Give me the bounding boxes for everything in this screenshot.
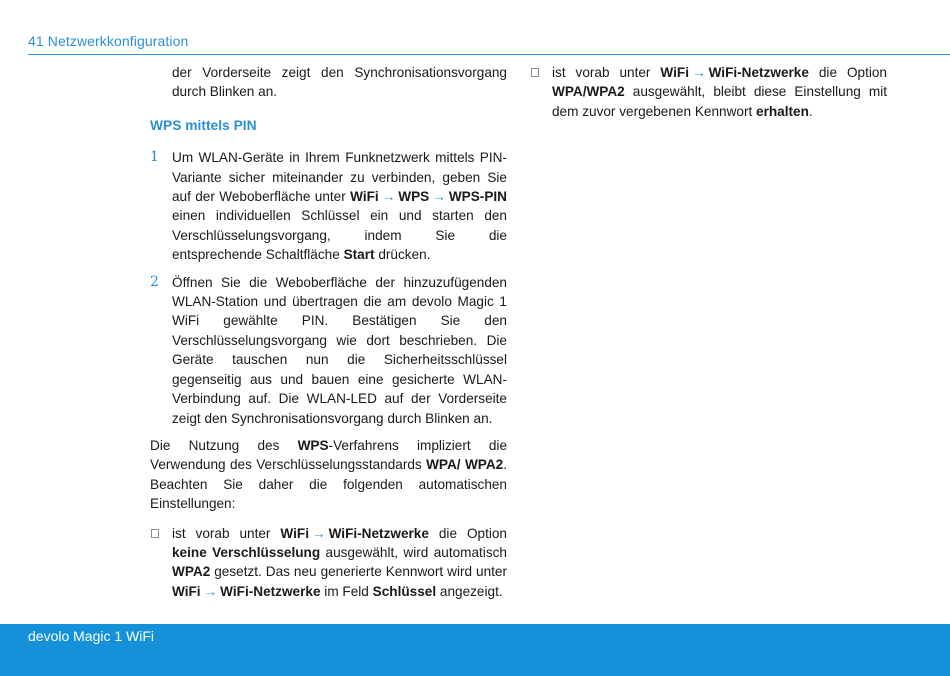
step-2 [150, 273, 507, 428]
step-1 [150, 148, 507, 264]
arrow-right-icon: → [691, 65, 706, 80]
continuation-text: der Vorderseite zeigt den Synchronisationsvorgang durch Blinken an. [172, 65, 507, 100]
arrow-right-icon: → [432, 189, 446, 205]
checkbox-bullet-icon [531, 68, 539, 77]
checkbox-bullet-icon [151, 529, 159, 538]
page-footer [0, 624, 950, 676]
arrow-right-icon: → [381, 189, 396, 205]
arrow-right-icon: → [311, 525, 326, 541]
step-text: Um WLAN-Geräte in Ihrem Funknetzwerk mittels PIN-Variante sicher miteinander zu verbinden, geben Sie auf der Weboberfläche unter WiFi → WPS → WPS-PIN einen individuellen Schlüssel ein und starten den Verschlüsselungsvorgang, indem Sie die entsprechende Schaltfläche Start drücken. [172, 150, 507, 263]
page-header [28, 32, 950, 55]
section-heading: WPS mittels PIN [150, 117, 257, 133]
bullet-item-1 [150, 524, 507, 602]
step-number: 1 [150, 149, 159, 166]
left-column [150, 63, 507, 609]
step-number: 2 [150, 273, 159, 290]
bullet-text: ist vorab unter WiFi → WiFi-Netzwerke die Option WPA/WPA2 ausgewählt, bleibt diese Einstellung mit dem zuvor vergebenen Kennwort erhalten. [552, 65, 887, 119]
footer-title: devolo Magic 1 WiFi [28, 628, 155, 644]
header-title: 41 Netzwerkkonfiguration [28, 33, 189, 49]
body-paragraph: Die Nutzung des WPS-Verfahrens impliziert die Verwendung des Verschlüsselungsstandards WPA/ WPA2. Beachten Sie daher die folgenden automatischen Einstellungen: [150, 437, 508, 512]
bullet-text: ist vorab unter WiFi → WiFi-Netzwerke die Option keine Verschlüsselung ausgewählt, wird automatisch WPA2 gesetzt. Das neu generierte Kennwort wird unter WiFi → WiFi-Netzwerke im Feld Schlüssel angezeigt. [172, 525, 507, 599]
step-text: Öffnen Sie die Weboberfläche der hinzuzufügenden WLAN-Station und übertragen die am devolo Magic 1 WiFi gewählte PIN. Bestätigen Sie den Verschlüsselungsvorgang wie dort beschrieben. Die Geräte tauschen nun die Sicherheitsschlüssel gegenseitig aus und bauen eine gesicherte WLAN-Verbindung auf. Die WLAN-LED auf der Vorderseite zeigt den Synchronisationsvorgang durch Blinken an. [172, 274, 507, 426]
right-column [530, 63, 887, 129]
arrow-right-icon: → [203, 583, 218, 599]
bullet-item-2 [530, 63, 887, 121]
